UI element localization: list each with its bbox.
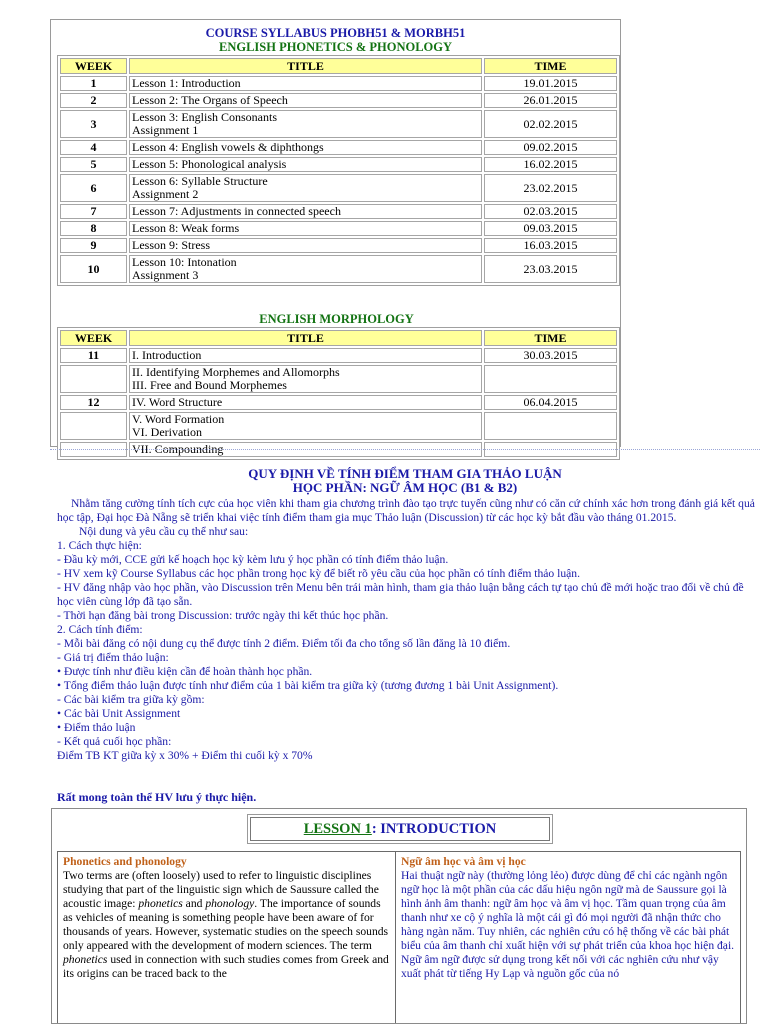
rules-line: - Kết quả cuối học phần: xyxy=(57,735,172,748)
english-text-part: . The importance of sounds as vehicles of meaning is something people have been aware of for thousands of years. However, systematic studies on the speech sounds only appeared with the development of modern sciences. The term xyxy=(63,897,389,952)
title-cell xyxy=(129,221,482,236)
time-cell: 19.01.2015 xyxy=(484,76,617,91)
time-cell xyxy=(484,365,617,393)
table-row xyxy=(60,204,617,219)
title-header: TITLE xyxy=(129,330,482,346)
lesson-columns xyxy=(57,851,741,1024)
title-line: Lesson 5: Phonological analysis xyxy=(132,157,287,171)
rules-line: Điểm TB KT giữa kỳ x 30% + Điểm thi cuối kỳ x 70% xyxy=(57,749,313,762)
english-text-part: used in connection with such studies comes from Greek and its origins can be traced back to the xyxy=(63,953,389,980)
week-header: WEEK xyxy=(60,58,127,74)
title-line: Lesson 3: English Consonants xyxy=(132,110,278,124)
title-line: Assignment 2 xyxy=(132,187,199,201)
rules-line: - HV đăng nhập vào học phần, vào Discussion trên Menu bên trái màn hình, tham gia thảo luận bằng cách tự tạo chủ đề mới hoặc trao đổi về chủ đề học viên cùng lớp đã tạo sẵn. xyxy=(57,581,744,608)
title-cell xyxy=(129,204,482,219)
table-row xyxy=(60,110,617,138)
title-cell xyxy=(129,238,482,253)
time-cell: 09.02.2015 xyxy=(484,140,617,155)
morphology-schedule-table xyxy=(57,327,620,460)
title-line: IV. Word Structure xyxy=(132,395,223,409)
english-heading: Phonetics and phonology xyxy=(63,855,187,868)
time-cell: 16.02.2015 xyxy=(484,157,617,172)
week-cell: 8 xyxy=(60,221,127,236)
english-text-part: Two terms are (often loosely) used to refer to linguistic disciplines studying that part of the linguistic sign which de Saussure called the acoustic image: xyxy=(63,869,379,910)
lesson-heading-box xyxy=(250,817,550,841)
section-divider xyxy=(50,449,760,450)
table-row xyxy=(60,395,617,410)
vietnamese-column xyxy=(396,852,740,1024)
lesson-title: : INTRODUCTION xyxy=(371,821,497,837)
table-row xyxy=(60,76,617,91)
table-row xyxy=(60,93,617,108)
week-cell: 10 xyxy=(60,255,127,283)
title-line: Lesson 8: Weak forms xyxy=(132,221,240,235)
rules-content-intro: Nội dung và yêu cầu cụ thể như sau: xyxy=(79,525,249,538)
vietnamese-heading: Ngữ âm học và âm vị học xyxy=(401,855,526,868)
time-cell: 09.03.2015 xyxy=(484,221,617,236)
time-header: TIME xyxy=(484,58,617,74)
course-syllabus-panel xyxy=(50,19,621,456)
title-line: V. Word Formation xyxy=(132,412,225,426)
week-cell: 4 xyxy=(60,140,127,155)
rules-intro: Nhằm tăng cường tính tích cực của học viên khi tham gia chương trình đào tạo trực tuyến cũng như có căn cứ chính xác hơn trong đánh giá kết quả học tập, Đại học Đà Nẵng sẽ triển khai việc tính điểm tham gia mục Thảo luận (Discussion) từ các học kỳ bắt đầu vào tháng 01.2015. xyxy=(57,497,755,524)
term-phonetics: phonetics xyxy=(63,953,108,966)
rules-list xyxy=(57,539,759,763)
week-cell xyxy=(60,412,127,440)
title-cell xyxy=(129,93,482,108)
title-cell xyxy=(129,76,482,91)
title-line: Assignment 1 xyxy=(132,123,199,137)
title-line: Lesson 4: English vowels & diphthongs xyxy=(132,140,324,154)
title-cell xyxy=(129,365,482,393)
week-header: WEEK xyxy=(60,330,127,346)
table-row xyxy=(60,140,617,155)
time-cell: 06.04.2015 xyxy=(484,395,617,410)
english-text-part: and xyxy=(182,897,206,910)
table-row xyxy=(60,157,617,172)
time-header: TIME xyxy=(484,330,617,346)
table-row xyxy=(60,174,617,202)
title-line: VI. Derivation xyxy=(132,425,202,439)
time-cell: 23.03.2015 xyxy=(484,255,617,283)
morphology-heading: ENGLISH MORPHOLOGY xyxy=(259,312,414,326)
title-cell xyxy=(129,255,482,283)
closing-note: Rất mong toàn thể HV lưu ý thực hiện. xyxy=(57,790,257,804)
week-cell: 6 xyxy=(60,174,127,202)
table-row xyxy=(60,412,617,440)
title-line: Lesson 7: Adjustments in connected speech xyxy=(132,204,341,218)
title-line: III. Free and Bound Morphemes xyxy=(132,378,287,392)
rules-line: 1. Cách thực hiện: xyxy=(57,539,142,552)
rules-line: • Điểm thảo luận xyxy=(57,721,136,734)
week-cell: 1 xyxy=(60,76,127,91)
title-line: Lesson 2: The Organs of Speech xyxy=(132,93,288,107)
time-cell: 23.02.2015 xyxy=(484,174,617,202)
title-line: Lesson 10: Intonation xyxy=(132,255,237,269)
phonetics-schedule-table xyxy=(57,55,620,286)
week-cell: 9 xyxy=(60,238,127,253)
english-column xyxy=(58,852,396,1024)
title-line: I. Introduction xyxy=(132,348,202,362)
vietnamese-text: Hai thuật ngữ này (thường lỏng lẻo) được dùng để chỉ các ngành ngôn ngữ học là một phần của các dấu hiệu ngôn ngữ mà de Saussure gọi là hình ảnh âm thanh: ngữ âm học và âm vị học. Tầm quan trọng của âm thanh như xe cộ ý nghĩa là một cái gì đó mọi người đã nhận thức cho hàng ngàn năm. Tuy nhiên, các nghiên cứu có hệ thống về các bài phát biểu của âm thanh chỉ xuất hiện với sự phát triển của khoa học hiện đại. Ngữ âm ngữ được sử dụng trong kết nối với các nghiên cứu như vậy xuất phát từ tiếng Hy Lạp và nguồn gốc của nó xyxy=(401,869,735,980)
title-line: II. Identifying Morphemes and Allomorphs xyxy=(132,365,340,379)
english-text xyxy=(63,869,390,981)
week-cell xyxy=(60,365,127,393)
rules-line: • Các bài Unit Assignment xyxy=(57,707,181,720)
title-cell xyxy=(129,140,482,155)
table-header-row xyxy=(60,58,617,74)
title-line: Assignment 3 xyxy=(132,268,199,282)
rules-line: 2. Cách tính điểm: xyxy=(57,623,143,636)
term-phonology: phonology xyxy=(205,897,255,910)
rules-line: - Các bài kiểm tra giữa kỳ gồm: xyxy=(57,693,205,706)
time-cell: 26.01.2015 xyxy=(484,93,617,108)
syllabus-title: COURSE SYLLABUS PHOBH51 & MORBH51 xyxy=(205,26,466,40)
table-row xyxy=(60,348,617,363)
title-line: Lesson 6: Syllable Structure xyxy=(132,174,268,188)
table-row xyxy=(60,365,617,393)
rules-title: QUY ĐỊNH VỀ TÍNH ĐIỂM THAM GIA THẢO LUẬN xyxy=(248,466,562,481)
week-cell: 12 xyxy=(60,395,127,410)
week-cell: 2 xyxy=(60,93,127,108)
title-header: TITLE xyxy=(129,58,482,74)
title-line: VII. Compounding xyxy=(132,442,224,456)
term-phonetics: phonetics xyxy=(138,897,183,910)
week-cell: 5 xyxy=(60,157,127,172)
title-cell xyxy=(129,157,482,172)
table-header-row xyxy=(60,330,617,346)
phonetics-heading: ENGLISH PHONETICS & PHONOLOGY xyxy=(218,40,453,54)
rules-line: - Mỗi bài đăng có nội dung cụ thể được tính 2 điểm. Điểm tối đa cho tổng số lần đăng là 10 điểm. xyxy=(57,637,511,650)
title-cell xyxy=(129,348,482,363)
rules-line: - Đầu kỳ mới, CCE gửi kế hoạch học kỳ kèm lưu ý học phần có tính điểm thảo luận. xyxy=(57,553,449,566)
week-cell: 3 xyxy=(60,110,127,138)
title-cell xyxy=(129,174,482,202)
time-cell xyxy=(484,412,617,440)
week-cell: 11 xyxy=(60,348,127,363)
title-cell xyxy=(129,110,482,138)
time-cell: 16.03.2015 xyxy=(484,238,617,253)
title-line: Lesson 9: Stress xyxy=(132,238,210,252)
time-cell: 02.02.2015 xyxy=(484,110,617,138)
rules-subtitle: HỌC PHẦN: NGỮ ÂM HỌC (B1 & B2) xyxy=(292,480,518,495)
time-cell: 02.03.2015 xyxy=(484,204,617,219)
time-cell: 30.03.2015 xyxy=(484,348,617,363)
title-cell xyxy=(129,395,482,410)
title-cell xyxy=(129,412,482,440)
rules-line: • Tổng điểm thảo luận được tính như điểm của 1 bài kiểm tra giữa kỳ (tương đương 1 bài Unit Assignment). xyxy=(57,679,559,692)
rules-line: - Thời hạn đăng bài trong Discussion: trước ngày thi kết thúc học phần. xyxy=(57,609,389,622)
lesson-panel xyxy=(51,808,747,1024)
week-cell: 7 xyxy=(60,204,127,219)
table-row xyxy=(60,255,617,283)
title-line: Lesson 1: Introduction xyxy=(132,76,241,90)
table-row xyxy=(60,221,617,236)
rules-body xyxy=(57,497,759,763)
rules-line: - HV xem kỹ Course Syllabus các học phần trong học kỳ để biết rõ yêu cầu của học phần có tính điểm thảo luận. xyxy=(57,567,580,580)
rules-line: - Giá trị điểm thảo luận: xyxy=(57,651,169,664)
table-row xyxy=(60,238,617,253)
rules-line: • Được tính như điều kiện cần để hoàn thành học phần. xyxy=(57,665,313,678)
lesson-label: LESSON 1 xyxy=(303,821,372,837)
